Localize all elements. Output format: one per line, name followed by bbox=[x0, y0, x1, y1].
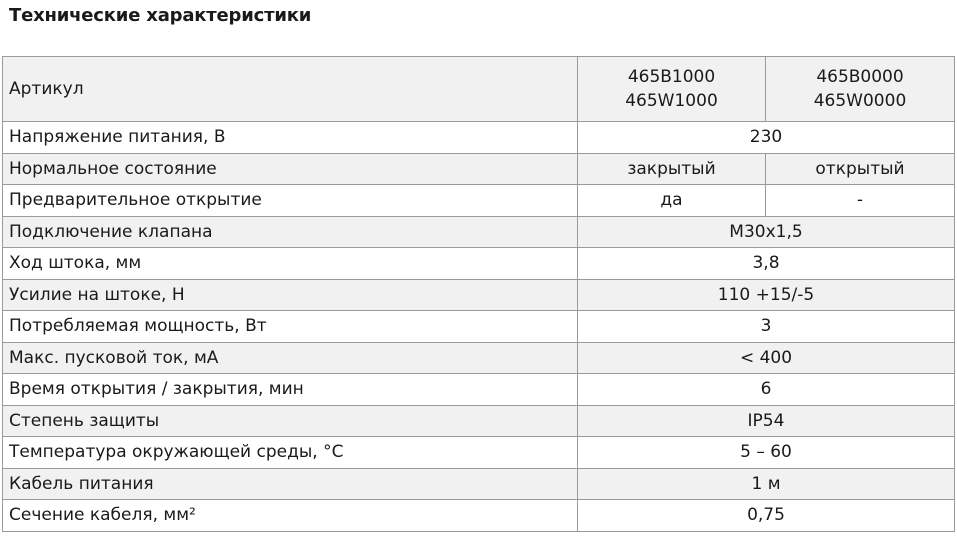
row-label: Степень защиты bbox=[3, 405, 578, 437]
row-label: Макс. пусковой ток, мА bbox=[3, 342, 578, 374]
row-label: Усилие на штоке, Н bbox=[3, 279, 578, 311]
page-title: Технические характеристики bbox=[9, 5, 312, 26]
header-label: Артикул bbox=[3, 57, 578, 122]
row-label: Предварительное открытие bbox=[3, 185, 578, 217]
table-row bbox=[3, 122, 955, 154]
row-label: Напряжение питания, В bbox=[3, 122, 578, 154]
row-value-col1: да bbox=[578, 185, 766, 217]
table-row bbox=[3, 153, 955, 185]
row-value: 1 м bbox=[578, 468, 955, 500]
row-value-col1: закрытый bbox=[578, 153, 766, 185]
table-header-row bbox=[3, 57, 955, 122]
row-value: 5 – 60 bbox=[578, 437, 955, 469]
row-label: Подключение клапана bbox=[3, 216, 578, 248]
row-label: Время открытия / закрытия, мин bbox=[3, 374, 578, 406]
row-value: 110 +15/-5 bbox=[578, 279, 955, 311]
row-value: 230 bbox=[578, 122, 955, 154]
header-col1-line1: 465B1000 bbox=[627, 67, 716, 87]
row-value: IP54 bbox=[578, 405, 955, 437]
row-value: M30x1,5 bbox=[578, 216, 955, 248]
table-row bbox=[3, 468, 955, 500]
row-label: Нормальное состояние bbox=[3, 153, 578, 185]
row-label: Потребляемая мощность, Вт bbox=[3, 311, 578, 343]
table-row bbox=[3, 405, 955, 437]
row-label: Кабель питания bbox=[3, 468, 578, 500]
row-value: 0,75 bbox=[578, 500, 955, 532]
table-row bbox=[3, 500, 955, 532]
table-row bbox=[3, 342, 955, 374]
header-col2-line2: 465W0000 bbox=[813, 91, 907, 111]
row-value: 3,8 bbox=[578, 248, 955, 280]
row-value-col2: открытый bbox=[766, 153, 955, 185]
row-value: < 400 bbox=[578, 342, 955, 374]
row-label: Ход штока, мм bbox=[3, 248, 578, 280]
row-label: Сечение кабеля, мм² bbox=[3, 500, 578, 532]
header-col2 bbox=[766, 57, 955, 122]
row-value: 3 bbox=[578, 311, 955, 343]
specs-table bbox=[2, 56, 955, 532]
row-value-col2: - bbox=[766, 185, 955, 217]
table-row bbox=[3, 437, 955, 469]
table-row bbox=[3, 216, 955, 248]
table-row bbox=[3, 311, 955, 343]
header-col2-line1: 465B0000 bbox=[816, 67, 904, 87]
table-row bbox=[3, 279, 955, 311]
header-col1 bbox=[578, 57, 766, 122]
header-col1-line2: 465W1000 bbox=[625, 91, 718, 111]
row-label: Температура окружающей среды, °C bbox=[3, 437, 578, 469]
table-row bbox=[3, 374, 955, 406]
table-row bbox=[3, 185, 955, 217]
row-value: 6 bbox=[578, 374, 955, 406]
table-row bbox=[3, 248, 955, 280]
